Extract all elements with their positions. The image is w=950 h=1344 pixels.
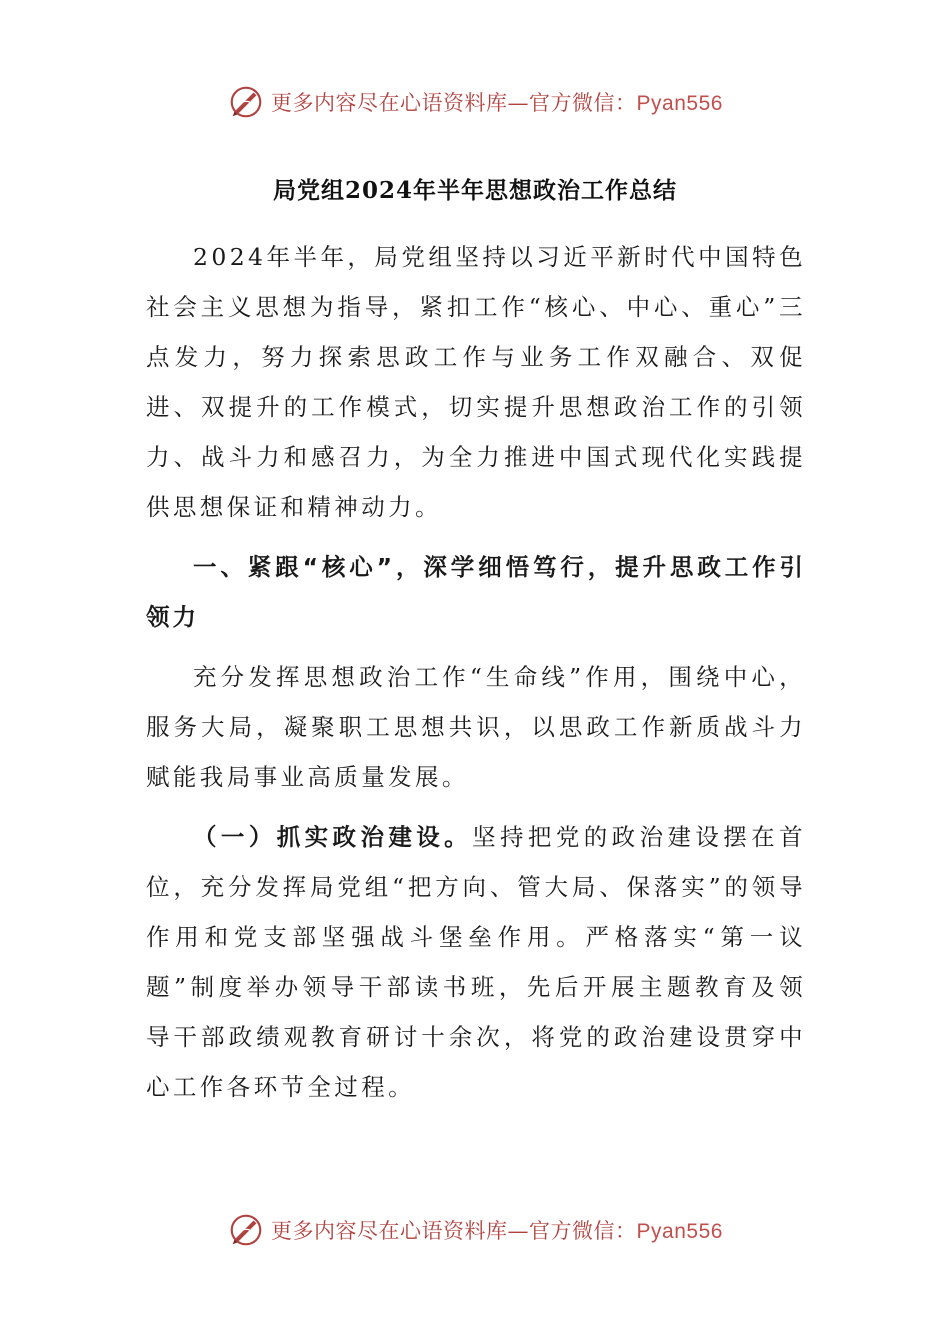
- header-banner: [0, 80, 950, 124]
- banner-library-name: 更多内容尽在心语资料库: [271, 91, 508, 115]
- banner-wechat-id: Pyan556: [636, 1220, 723, 1243]
- banner-wechat-label: 官方微信：: [529, 1219, 637, 1243]
- banner-separator: —: [507, 91, 530, 115]
- banner-wechat-label: 官方微信：: [529, 91, 637, 115]
- banner-text: [271, 1215, 723, 1245]
- subsection-1-body: 坚持把党的政治建设摆在首位，充分发挥局党组“把方向、管大局、保落实”的领导作用和党支部坚强战斗堡垒作用。严格落实“第一议题”制度举办领导干部读书班，先后开展主题教育及领导干部政绩观教育研讨十余次，将党的政治建设贯穿中心工作各环节全过程。: [146, 823, 806, 1101]
- subsection-1-lead: （一）抓实政治建设。: [193, 823, 473, 851]
- subsection-1-paragraph: [146, 812, 806, 1112]
- banner-text: [271, 87, 723, 117]
- footer-banner: [0, 1208, 950, 1252]
- pen-circle-logo-icon: [227, 1211, 265, 1249]
- banner-library-name: 更多内容尽在心语资料库: [271, 1219, 508, 1243]
- document-title: 局党组2024年半年思想政治工作总结: [272, 177, 677, 204]
- section-1-heading: 一、紧跟“核心”，深学细悟笃行，提升思政工作引领力: [146, 553, 806, 631]
- banner-separator: —: [507, 1219, 530, 1243]
- pen-circle-logo-icon: [227, 83, 265, 121]
- banner-wechat-id: Pyan556: [636, 92, 723, 115]
- document-body: [146, 232, 806, 1122]
- intro-paragraph: 2024年半年，局党组坚持以习近平新时代中国特色社会主义思想为指导，紧扣工作“核心、中心、重心”三点发力，努力探索思政工作与业务工作双融合、双促进、双提升的工作模式，切实提升思想政治工作的引领力、战斗力和感召力，为全力推进中国式现代化实践提供思想保证和精神动力。: [146, 243, 806, 521]
- section-1-paragraph: 充分发挥思想政治工作“生命线”作用，围绕中心，服务大局，凝聚职工思想共识，以思政工作新质战斗力赋能我局事业高质量发展。: [146, 663, 806, 791]
